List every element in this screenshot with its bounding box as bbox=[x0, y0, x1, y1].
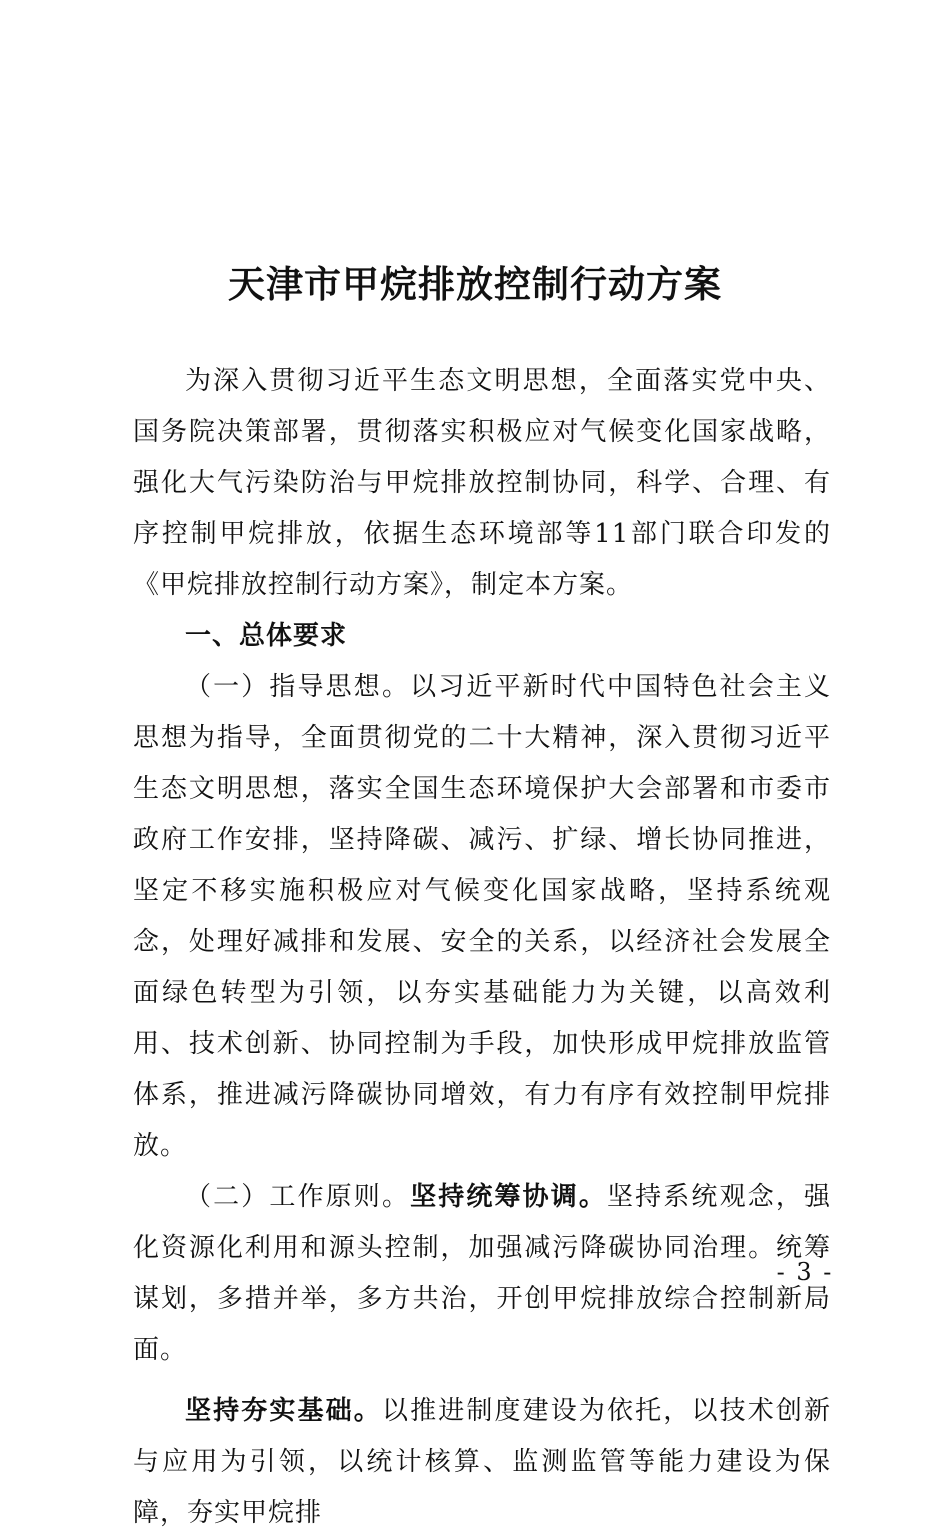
foundation-paragraph bbox=[133, 1386, 831, 1539]
principle-foundation-heading: 坚持夯实基础。 bbox=[185, 1396, 382, 1426]
work-principles-label: （二）工作原则。 bbox=[185, 1182, 411, 1212]
work-principles-paragraph bbox=[133, 1172, 831, 1376]
section-heading-general-requirements: 一、总体要求 bbox=[185, 621, 348, 651]
document-title: 天津市甲烷排放控制行动方案 bbox=[228, 262, 722, 306]
principle-coordination-heading: 坚持统筹协调。 bbox=[410, 1182, 608, 1212]
principle-foundation-text: 以推进制度建设为依托，以技术创新与应用为引领，以统计核算、监测监管等能力建设为保障，夯实甲烷排 bbox=[133, 1396, 831, 1528]
intro-paragraph: 为深入贯彻习近平生态文明思想，全面落实党中央、国务院决策部署，贯彻落实积极应对气候变化国家战略，强化大气污染防治与甲烷排放控制协同，科学、合理、有序控制甲烷排放，依据生态环境部等11部门联合印发的《甲烷排放控制行动方案》，制定本方案。 bbox=[133, 366, 831, 600]
principle-coordination-text: 坚持系统观念，强化资源化利用和源头控制，加强减污降碳协同治理。统筹谋划，多措并举，多方共治，开创甲烷排放综合控制新局面。 bbox=[133, 1182, 831, 1365]
document-body bbox=[133, 356, 831, 1539]
guiding-ideology-paragraph bbox=[133, 662, 831, 1172]
guiding-ideology-label: （一）指导思想。 bbox=[185, 672, 411, 702]
guiding-ideology-text: 以习近平新时代中国特色社会主义思想为指导，全面贯彻党的二十大精神，深入贯彻习近平生态文明思想，落实全国生态环境保护大会部署和市委市政府工作安排，坚持降碳、减污、扩绿、增长协同推进，坚定不移实施积极应对气候变化国家战略，坚持系统观念，处理好减排和发展、安全的关系，以经济社会发展全面绿色转型为引领，以夯实基础能力为关键，以高效利用、技术创新、协同控制为手段，加快形成甲烷排放监管体系，推进减污降碳协同增效，有力有序有效控制甲烷排放。 bbox=[133, 672, 831, 1161]
page-number: - 3 - bbox=[776, 1258, 834, 1286]
